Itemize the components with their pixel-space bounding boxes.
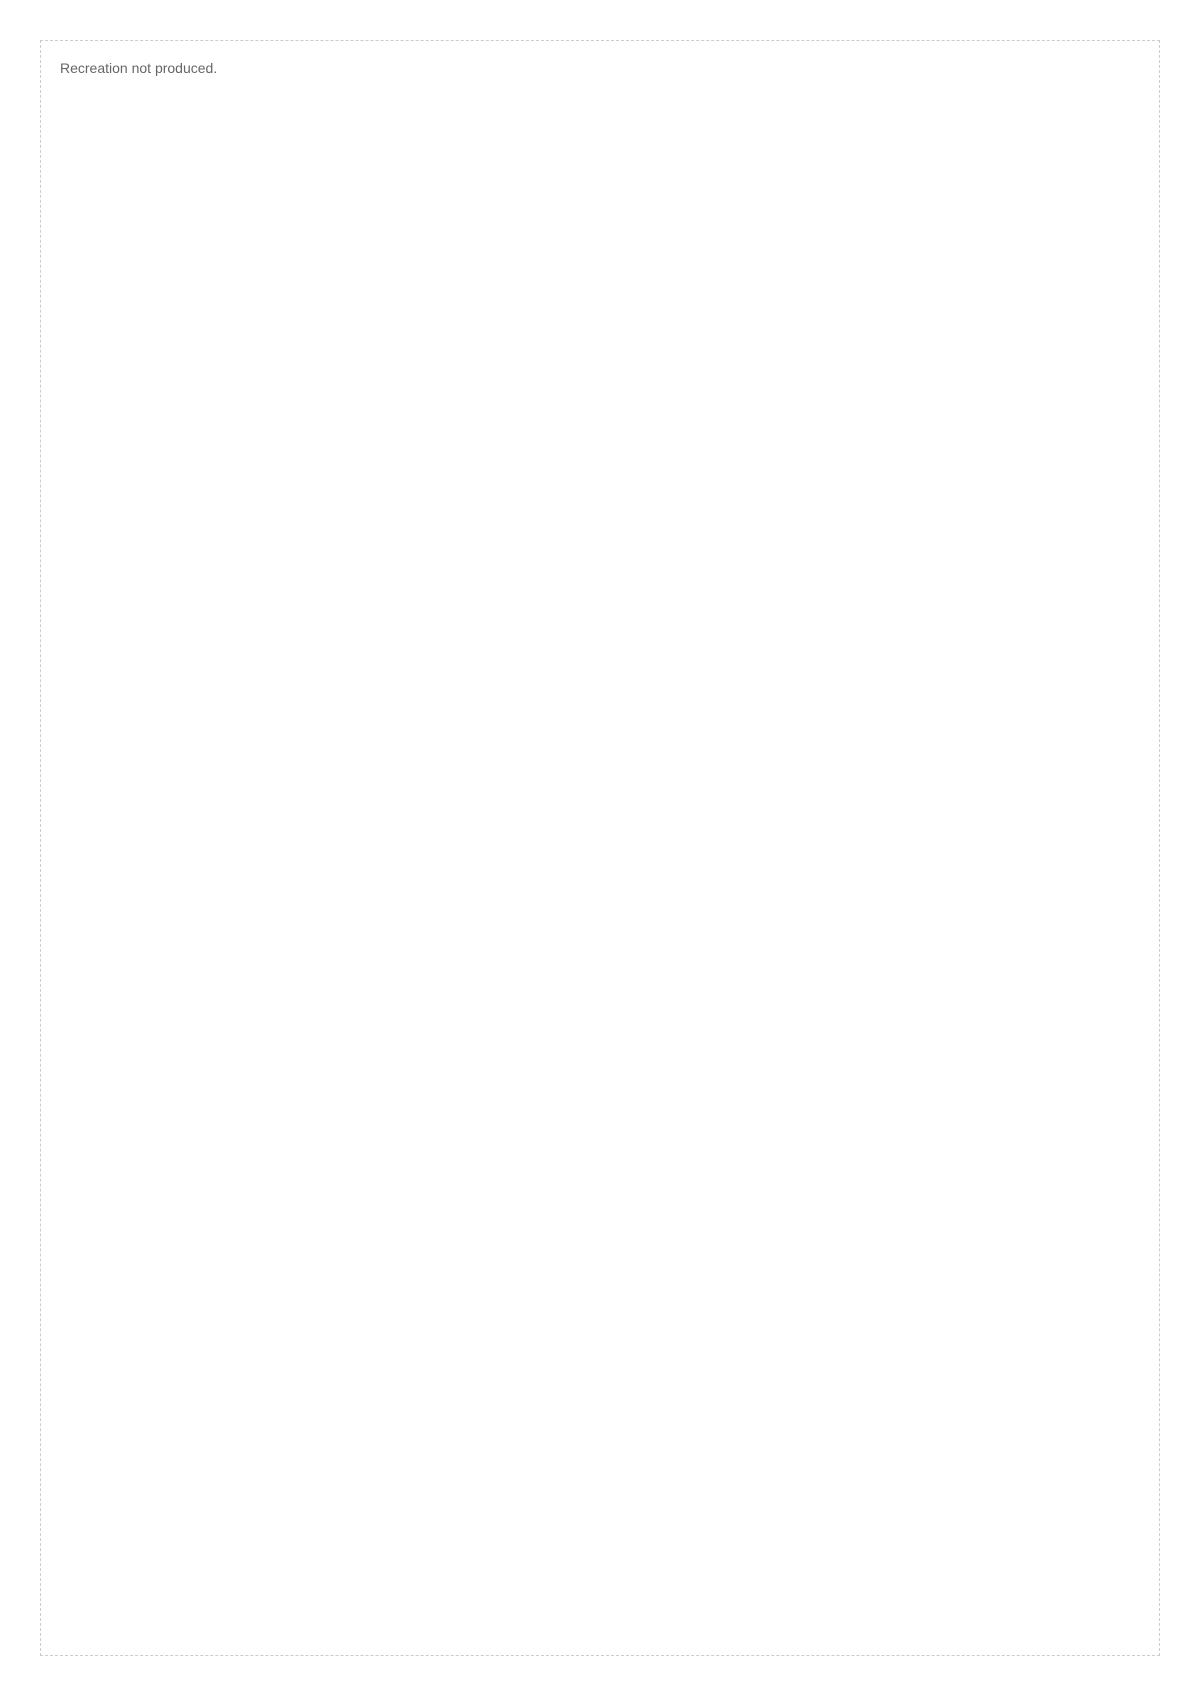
page-frame [40,40,1160,1656]
placeholder-note: Recreation not produced. [60,60,218,76]
